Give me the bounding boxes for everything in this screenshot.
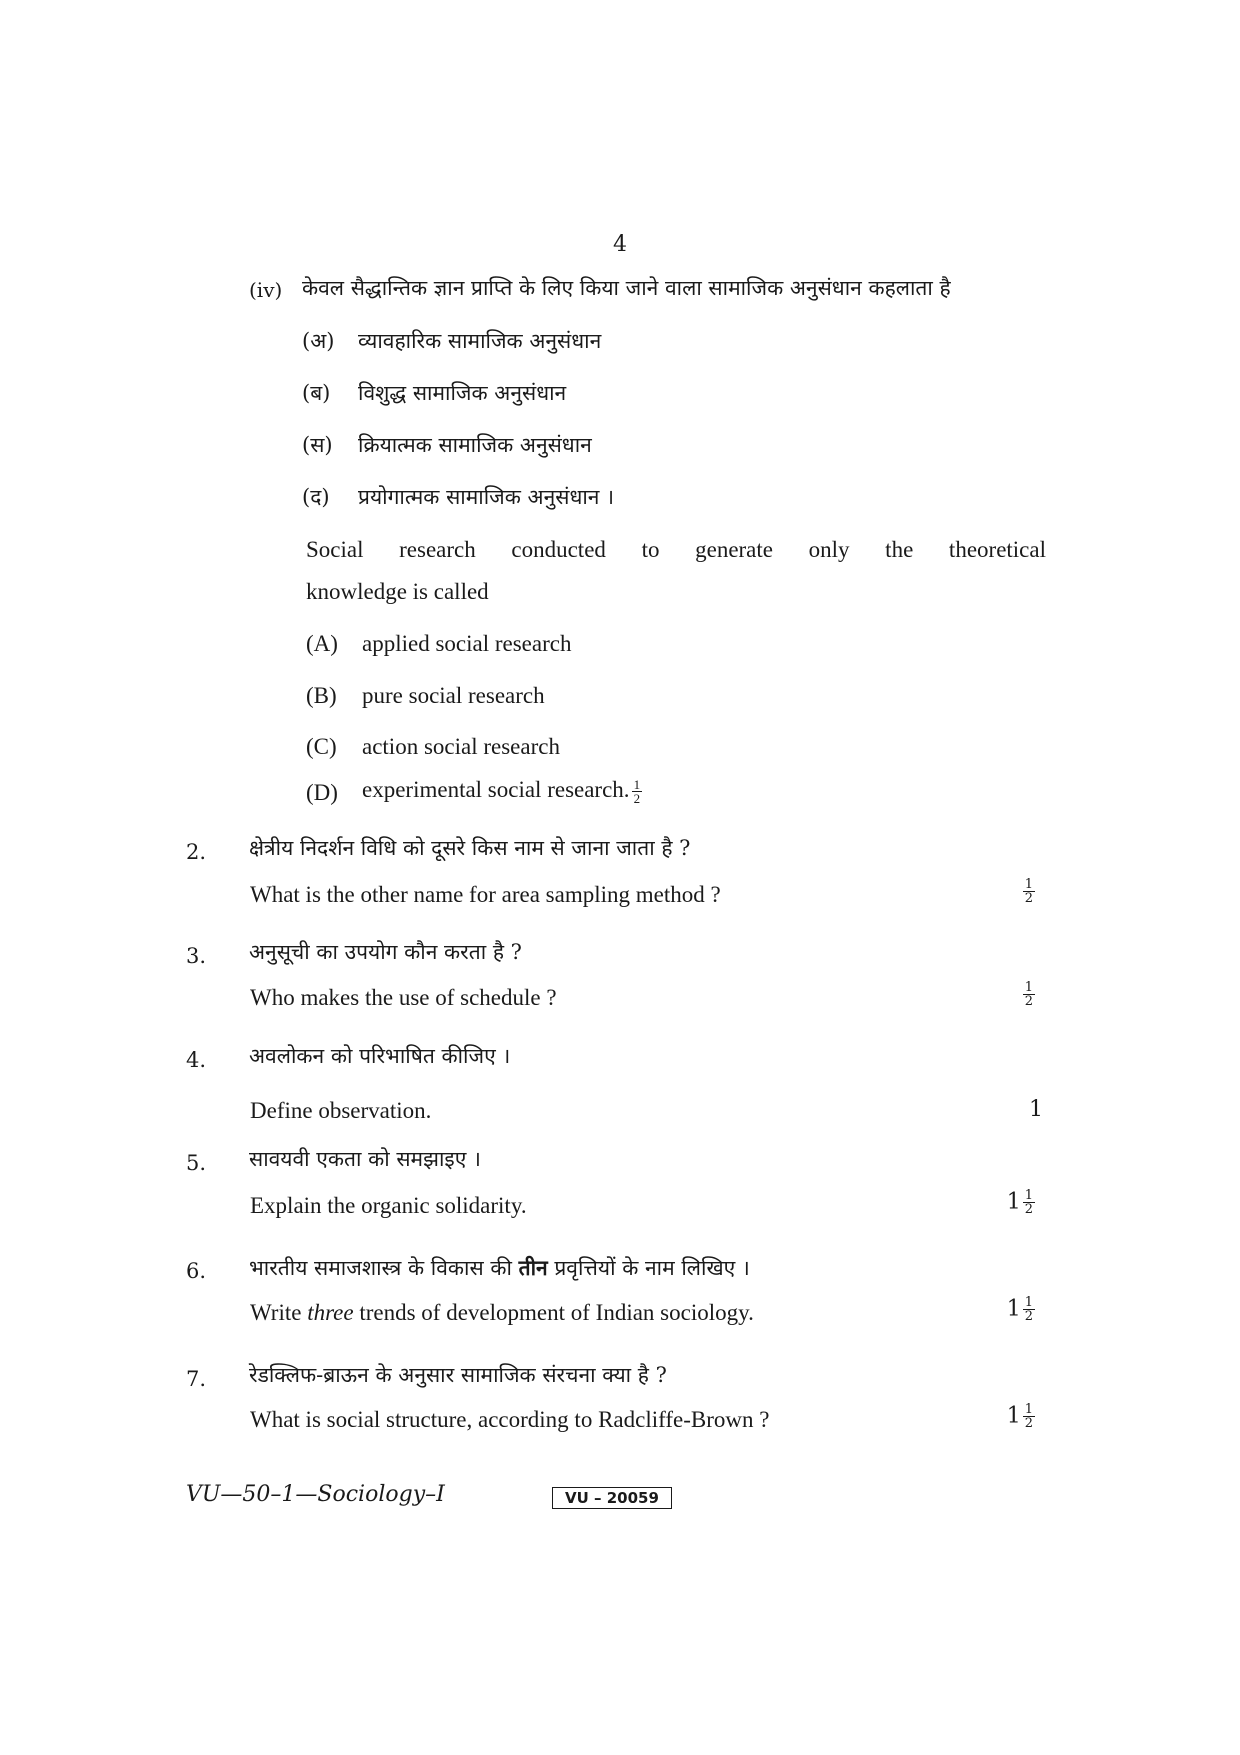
- question-english: Write three trends of development of Indian sociology.: [250, 1300, 754, 1325]
- footer-paper-code: VU—50–1—Sociology–I: [186, 1482, 445, 1507]
- hindi-option-label: (अ): [302, 329, 335, 353]
- question-hindi: अनुसूची का उपयोग कौन करता है ?: [249, 940, 522, 964]
- subquestion-english-line1: Social research conducted to generate only the theoretical: [306, 537, 1046, 562]
- hindi-option-text: क्रियात्मक सामाजिक अनुसंधान: [358, 433, 592, 457]
- hindi-option-label: (ब): [302, 381, 331, 405]
- marks-fraction: $\frac{1}{2}$: [1024, 877, 1033, 906]
- question-marks: 1: [1029, 1097, 1043, 1122]
- subquestion-hindi-text: केवल सैद्धान्तिक ज्ञान प्राप्ति के लिए किया जाने वाला सामाजिक अनुसंधान कहलाता है: [302, 276, 951, 300]
- footer-code-box: VU – 20059: [552, 1487, 672, 1509]
- question-number: 4.: [186, 1048, 207, 1072]
- question-hindi: सावयवी एकता को समझाइए ।: [249, 1147, 481, 1171]
- marks-fraction: $\frac{1}{2}$: [1024, 1188, 1033, 1217]
- marks-fraction: $\frac{1}{2}$: [1024, 980, 1033, 1009]
- question-number: 7.: [186, 1367, 207, 1391]
- english-option-text: pure social research: [362, 683, 545, 708]
- question-marks: 1 $\frac{1}{2}$: [1006, 1295, 1033, 1324]
- question-number: 5.: [186, 1151, 207, 1175]
- question-number: 3.: [186, 944, 207, 968]
- english-option-label: (A): [306, 631, 338, 656]
- question-marks: 1 $\frac{1}{2}$: [1006, 1402, 1033, 1431]
- english-option-d: [362, 776, 642, 805]
- hindi-option-text: प्रयोगात्मक सामाजिक अनुसंधान ।: [358, 485, 615, 509]
- question-hindi: भारतीय समाजशास्त्र के विकास की तीन प्रवृत्तियों के नाम लिखिए ।: [249, 1255, 750, 1280]
- english-option-text: applied social research: [362, 631, 572, 656]
- question-marks: [1021, 981, 1035, 1008]
- question-english: Define observation.: [250, 1098, 432, 1123]
- hindi-option-text: विशुद्ध सामाजिक अनुसंधान: [358, 381, 567, 405]
- question-english: Explain the organic solidarity.: [250, 1193, 527, 1218]
- hindi-option-text: व्यावहारिक सामाजिक अनुसंधान: [358, 329, 602, 353]
- question-english: Who makes the use of schedule ?: [250, 985, 557, 1010]
- question-number: 6.: [186, 1259, 207, 1283]
- question-hindi: क्षेत्रीय निदर्शन विधि को दूसरे किस नाम से जाना जाता है ?: [249, 836, 691, 860]
- emphasis-italic: three: [307, 1300, 354, 1325]
- question-hindi: रेडक्लिफ-ब्राऊन के अनुसार सामाजिक संरचना क्या है ?: [249, 1363, 667, 1387]
- subquestion-label: (iv): [249, 278, 283, 302]
- question-number: 2.: [186, 840, 207, 864]
- english-option-label: (B): [306, 683, 337, 708]
- hindi-option-label: (स): [302, 433, 333, 457]
- subquestion-english-line2: knowledge is called: [306, 579, 489, 604]
- question-marks: 1 $\frac{1}{2}$: [1006, 1188, 1033, 1217]
- hindi-option-label: (द): [302, 485, 330, 509]
- question-english: What is the other name for area sampling method ?: [250, 882, 721, 907]
- english-option-label: (C): [306, 734, 337, 759]
- marks-fraction: $\frac{1}{2}$: [1024, 1295, 1033, 1324]
- english-option-text: action social research: [362, 734, 560, 759]
- page-number: 4: [613, 232, 627, 257]
- english-option-label: (D): [306, 780, 338, 805]
- marks-fraction: $\frac{1}{2}$: [1024, 1402, 1033, 1431]
- question-hindi: अवलोकन को परिभाषित कीजिए ।: [249, 1044, 511, 1068]
- question-marks: [1021, 878, 1035, 905]
- question-english: What is social structure, according to Radcliffe-Brown ?: [250, 1407, 770, 1432]
- marks-fraction: $\frac{1}{2}$: [633, 777, 641, 807]
- emphasis-bold: तीन: [518, 1255, 548, 1280]
- english-option-text: experimental social research.: [362, 777, 630, 802]
